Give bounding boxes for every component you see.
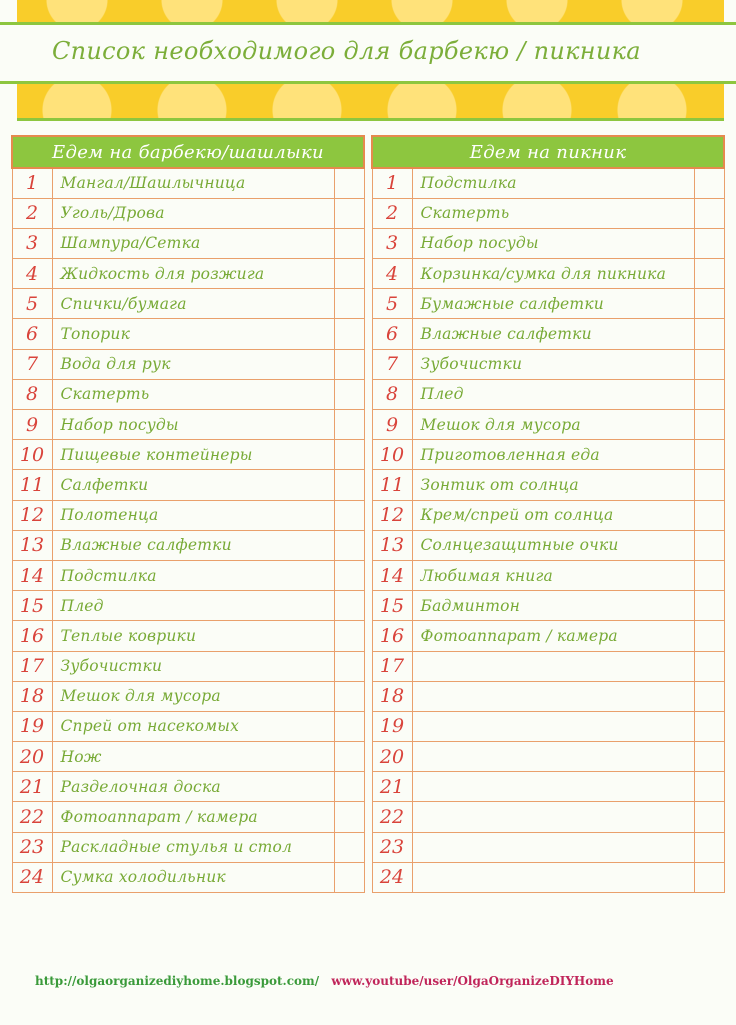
- checkbox-cell[interactable]: [334, 289, 364, 319]
- checklist-row: [372, 410, 724, 440]
- checkbox-cell[interactable]: [694, 530, 724, 560]
- item-label: Нож: [52, 742, 334, 772]
- item-label: [412, 651, 694, 681]
- row-number: 18: [372, 681, 412, 711]
- item-label: Бумажные салфетки: [412, 289, 694, 319]
- checklist-row: [12, 711, 364, 741]
- checklist-row: [12, 862, 364, 892]
- checkbox-cell[interactable]: [694, 500, 724, 530]
- item-label: Мангал/Шашлычница: [52, 168, 334, 198]
- row-number: 14: [12, 560, 52, 590]
- row-number: 16: [372, 621, 412, 651]
- checkbox-cell[interactable]: [334, 470, 364, 500]
- row-number: 3: [12, 228, 52, 258]
- checklist-row: [12, 832, 364, 862]
- checklist-row: [372, 500, 724, 530]
- checklist-row: [12, 470, 364, 500]
- picnic-checklist-table: [371, 135, 725, 893]
- item-label: Набор посуды: [412, 228, 694, 258]
- checkbox-cell[interactable]: [334, 440, 364, 470]
- checklist-row: [372, 591, 724, 621]
- item-label: Разделочная доска: [52, 772, 334, 802]
- item-label: Бадминтон: [412, 591, 694, 621]
- row-number: 10: [12, 440, 52, 470]
- checklist-row: [372, 289, 724, 319]
- item-label: [412, 681, 694, 711]
- item-label: Корзинка/сумка для пикника: [412, 259, 694, 289]
- item-label: Скатерть: [52, 379, 334, 409]
- item-label: Фотоаппарат / камера: [412, 621, 694, 651]
- checkbox-cell[interactable]: [334, 379, 364, 409]
- checklist-row: [372, 198, 724, 228]
- item-label: Плед: [52, 591, 334, 621]
- row-number: 20: [12, 742, 52, 772]
- row-number: 11: [12, 470, 52, 500]
- item-label: Подстилка: [52, 560, 334, 590]
- page-title: Список необходимого для барбекю / пикника: [52, 37, 641, 65]
- item-label: Влажные салфетки: [52, 530, 334, 560]
- item-label: Подстилка: [412, 168, 694, 198]
- checkbox-cell[interactable]: [694, 772, 724, 802]
- checkbox-cell[interactable]: [694, 862, 724, 892]
- item-label: Солнцезащитные очки: [412, 530, 694, 560]
- checkbox-cell[interactable]: [694, 681, 724, 711]
- checkbox-cell[interactable]: [694, 651, 724, 681]
- row-number: 10: [372, 440, 412, 470]
- item-label: Набор посуды: [52, 410, 334, 440]
- item-label: Приготовленная еда: [412, 440, 694, 470]
- checkbox-cell[interactable]: [334, 832, 364, 862]
- checklist-row: [12, 742, 364, 772]
- checkbox-cell[interactable]: [334, 560, 364, 590]
- checklist-row: [372, 259, 724, 289]
- row-number: 13: [12, 530, 52, 560]
- checklist-row: [12, 802, 364, 832]
- checklist-row: [12, 591, 364, 621]
- row-number: 12: [12, 500, 52, 530]
- item-label: Топорик: [52, 319, 334, 349]
- checklist-row: [372, 651, 724, 681]
- row-number: 18: [12, 681, 52, 711]
- item-label: Теплые коврики: [52, 621, 334, 651]
- checklist-row: [12, 198, 364, 228]
- bbq-column-header: Едем на барбекю/шашлыки: [12, 136, 364, 168]
- item-label: Плед: [412, 379, 694, 409]
- row-number: 5: [372, 289, 412, 319]
- row-number: 16: [12, 621, 52, 651]
- bbq-checklist-table: [11, 135, 365, 893]
- checklist-row: [372, 742, 724, 772]
- item-label: [412, 832, 694, 862]
- item-label: Любимая книга: [412, 560, 694, 590]
- blog-link[interactable]: http://olgaorganizediyhome.blogspot.com/: [35, 974, 320, 988]
- checkbox-cell[interactable]: [694, 168, 724, 198]
- checklist-row: [12, 168, 364, 198]
- item-label: Полотенца: [52, 500, 334, 530]
- checklist-row: [372, 228, 724, 258]
- row-number: 19: [12, 711, 52, 741]
- item-label: Шампура/Сетка: [52, 228, 334, 258]
- item-label: Мешок для мусора: [412, 410, 694, 440]
- row-number: 13: [372, 530, 412, 560]
- checklist-row: [12, 651, 364, 681]
- row-number: 8: [372, 379, 412, 409]
- row-number: 1: [12, 168, 52, 198]
- checkbox-cell[interactable]: [334, 259, 364, 289]
- item-label: Салфетки: [52, 470, 334, 500]
- checklist-row: [372, 711, 724, 741]
- checklist-row: [12, 772, 364, 802]
- checklist-row: [372, 319, 724, 349]
- checklist-row: [372, 349, 724, 379]
- item-label: Зубочистки: [52, 651, 334, 681]
- row-number: 6: [372, 319, 412, 349]
- checklist-row: [372, 832, 724, 862]
- checkbox-cell[interactable]: [334, 621, 364, 651]
- checkbox-cell[interactable]: [694, 470, 724, 500]
- checklist-row: [12, 289, 364, 319]
- item-label: Зубочистки: [412, 349, 694, 379]
- checkbox-cell[interactable]: [334, 742, 364, 772]
- row-number: 2: [12, 198, 52, 228]
- row-number: 4: [372, 259, 412, 289]
- item-label: Сумка холодильник: [52, 862, 334, 892]
- checkbox-cell[interactable]: [334, 168, 364, 198]
- item-label: [412, 862, 694, 892]
- row-number: 11: [372, 470, 412, 500]
- item-label: Крем/спрей от солнца: [412, 500, 694, 530]
- item-label: Уголь/Дрова: [52, 198, 334, 228]
- checkbox-cell[interactable]: [334, 410, 364, 440]
- row-number: 17: [12, 651, 52, 681]
- item-label: Мешок для мусора: [52, 681, 334, 711]
- row-number: 8: [12, 379, 52, 409]
- row-number: 23: [372, 832, 412, 862]
- checkbox-cell[interactable]: [334, 530, 364, 560]
- row-number: 24: [372, 862, 412, 892]
- row-number: 3: [372, 228, 412, 258]
- checkbox-cell[interactable]: [694, 228, 724, 258]
- row-number: 22: [12, 802, 52, 832]
- checkbox-cell[interactable]: [694, 591, 724, 621]
- item-label: [412, 802, 694, 832]
- checkbox-cell[interactable]: [334, 802, 364, 832]
- checkbox-cell[interactable]: [694, 198, 724, 228]
- checkbox-cell[interactable]: [694, 711, 724, 741]
- row-number: 21: [12, 772, 52, 802]
- row-number: 2: [372, 198, 412, 228]
- row-number: 19: [372, 711, 412, 741]
- checkbox-cell[interactable]: [694, 349, 724, 379]
- checkbox-cell[interactable]: [694, 319, 724, 349]
- checklist-row: [372, 379, 724, 409]
- row-number: 12: [372, 500, 412, 530]
- item-label: Жидкость для розжига: [52, 259, 334, 289]
- item-label: [412, 772, 694, 802]
- checklist-row: [12, 621, 364, 651]
- checkbox-cell[interactable]: [334, 862, 364, 892]
- row-number: 23: [12, 832, 52, 862]
- checklist-row: [372, 862, 724, 892]
- checklist-row: [12, 259, 364, 289]
- checkbox-cell[interactable]: [334, 349, 364, 379]
- youtube-link[interactable]: www.youtube/user/OlgaOrganizeDIYHome: [331, 974, 614, 988]
- checklist-row: [12, 560, 364, 590]
- checkbox-cell[interactable]: [334, 681, 364, 711]
- row-number: 1: [372, 168, 412, 198]
- checklist-row: [372, 470, 724, 500]
- item-label: Влажные салфетки: [412, 319, 694, 349]
- checkbox-cell[interactable]: [334, 198, 364, 228]
- item-label: Скатерть: [412, 198, 694, 228]
- checkbox-cell[interactable]: [334, 772, 364, 802]
- checklist-row: [372, 440, 724, 470]
- checkbox-cell[interactable]: [694, 742, 724, 772]
- checklist-row: [372, 168, 724, 198]
- item-label: Раскладные стулья и стол: [52, 832, 334, 862]
- checkbox-cell[interactable]: [334, 591, 364, 621]
- item-label: Пищевые контейнеры: [52, 440, 334, 470]
- checkbox-cell[interactable]: [694, 802, 724, 832]
- checklist-row: [12, 228, 364, 258]
- row-number: 21: [372, 772, 412, 802]
- row-number: 17: [372, 651, 412, 681]
- row-number: 9: [12, 410, 52, 440]
- row-number: 24: [12, 862, 52, 892]
- checklist-row: [12, 440, 364, 470]
- checkbox-cell[interactable]: [694, 440, 724, 470]
- checkbox-cell[interactable]: [334, 711, 364, 741]
- checkbox-cell[interactable]: [694, 621, 724, 651]
- item-label: Вода для рук: [52, 349, 334, 379]
- row-number: 15: [372, 591, 412, 621]
- checklist-row: [372, 560, 724, 590]
- item-label: Фотоаппарат / камера: [52, 802, 334, 832]
- row-number: 20: [372, 742, 412, 772]
- checklist-row: [12, 530, 364, 560]
- checklist-row: [12, 681, 364, 711]
- row-number: 4: [12, 259, 52, 289]
- checkbox-cell[interactable]: [334, 651, 364, 681]
- row-number: 14: [372, 560, 412, 590]
- checkbox-cell[interactable]: [334, 319, 364, 349]
- row-number: 9: [372, 410, 412, 440]
- item-label: [412, 742, 694, 772]
- checklist-row: [12, 500, 364, 530]
- checkbox-cell[interactable]: [334, 500, 364, 530]
- row-number: 7: [372, 349, 412, 379]
- checklist-row: [372, 802, 724, 832]
- checkbox-cell[interactable]: [694, 410, 724, 440]
- row-number: 22: [372, 802, 412, 832]
- item-label: Спрей от насекомых: [52, 711, 334, 741]
- checklist-row: [12, 349, 364, 379]
- checkbox-cell[interactable]: [694, 259, 724, 289]
- row-number: 5: [12, 289, 52, 319]
- row-number: 15: [12, 591, 52, 621]
- picnic-column-header: Едем на пикник: [372, 136, 724, 168]
- checkbox-cell[interactable]: [694, 289, 724, 319]
- checklist-row: [12, 410, 364, 440]
- checklist-row: [12, 379, 364, 409]
- checklist-row: [372, 772, 724, 802]
- checkbox-cell[interactable]: [694, 379, 724, 409]
- checklist-row: [372, 621, 724, 651]
- checkbox-cell[interactable]: [694, 560, 724, 590]
- checkbox-cell[interactable]: [334, 228, 364, 258]
- item-label: [412, 711, 694, 741]
- checklist-row: [12, 319, 364, 349]
- row-number: 6: [12, 319, 52, 349]
- footer-links: [35, 974, 715, 988]
- item-label: Зонтик от солнца: [412, 470, 694, 500]
- checklist-row: [372, 530, 724, 560]
- row-number: 7: [12, 349, 52, 379]
- checkbox-cell[interactable]: [694, 832, 724, 862]
- item-label: Спички/бумага: [52, 289, 334, 319]
- checklist-row: [372, 681, 724, 711]
